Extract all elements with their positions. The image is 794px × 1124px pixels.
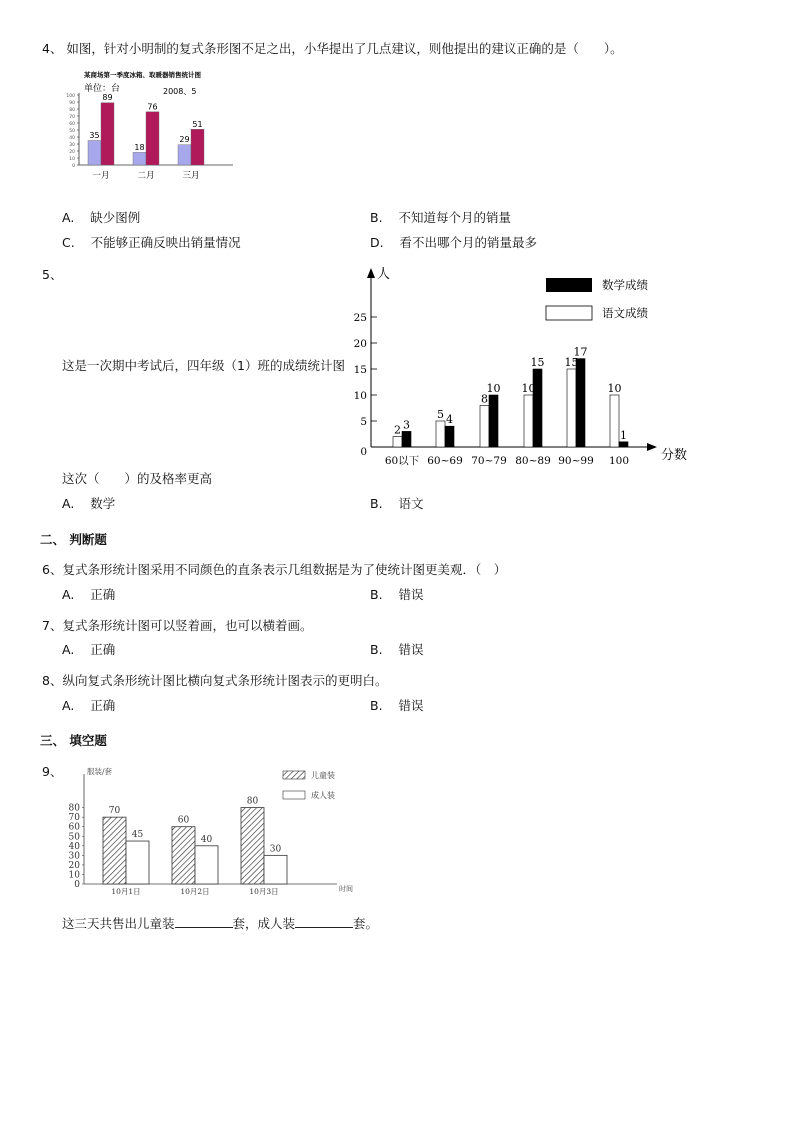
chart3-data-label: 30 [269,844,282,855]
chart2-data-label: 17 [573,345,588,359]
chart1-bar [133,152,146,165]
chart2-ytick-label: 10 [353,390,367,402]
section-2-title: 二、 判断题 [40,532,107,547]
chart1-ytick-label: 80 [69,107,75,113]
chart1-data-label: 35 [89,131,100,140]
chart3-ytick-label: 70 [68,813,80,824]
q5-option-b[interactable]: B. 语文 [370,496,424,511]
q6-option-b[interactable]: B. 错误 [370,587,424,602]
chart1-unit: 单位：台 [84,84,121,94]
chart1-data-label: 51 [192,119,203,129]
chart3-ytick-label: 20 [68,860,80,871]
chart1-data-label: 18 [134,142,145,152]
chart3-bar [195,846,218,884]
chart3-data-label: 60 [177,815,190,826]
section-3-title: 三、 填空题 [40,733,107,748]
chart3-ytick-label: 50 [68,832,80,843]
chart1-data-label: 89 [102,93,113,103]
chart1-ytick-label: 60 [69,121,75,127]
question-9-text: 这三天共售出儿童装 套，成人装 套。 [62,916,379,931]
chart2-y-arrow [367,268,375,278]
chart2-data-label: 5 [437,408,444,421]
chart2-data-label: 8 [481,392,488,406]
chart1-data-label: 29 [179,135,190,145]
chart-monthly-sales [58,66,238,186]
chart2-bar [567,369,576,447]
question-8-text: 8、纵向复式条形统计图比横向复式条形统计图表示的更明白。 [42,673,388,688]
chart2-ytick-label: 20 [353,338,367,350]
chart3-bar [126,841,149,884]
chart3-data-label: 40 [200,834,213,845]
chart2-bar [480,405,489,447]
chart2-data-label: 4 [446,413,453,427]
chart3-data-label: 70 [108,806,121,817]
chart2-x-arrow [647,443,657,451]
question-5-number: 5、 [42,267,63,282]
chart2-data-label: 15 [564,356,579,369]
chart2-bar [445,426,454,447]
chart2-legend-swatch-chinese [546,306,592,320]
chart1-category-label: 一月 [92,171,110,181]
chart1-ytick-label: 100 [66,93,75,99]
question-5-text: 这是一次期中考试后，四年级（1）班的成绩统计图 [62,358,345,373]
q8-option-a[interactable]: A. 正确 [62,698,116,713]
chart3-bar [172,827,195,884]
chart2-bar [619,442,628,447]
question-6-text: 6、复式条形统计图采用不同颜色的直条表示几组数据是为了使统计图更美观．（ ） [42,562,507,577]
chart3-legend-children: 儿童装 [311,771,335,780]
question-7-text: 7、复式条形统计图可以竖着画，也可以横着画。 [42,618,313,633]
chart3-ytick-label: 60 [68,822,80,833]
chart3-bar [264,855,287,884]
chart2-data-label: 10 [607,382,622,395]
question-4-text: 4、 如图，针对小明制的复式条形图不足之出，小华提出了几点建议，则他提出的建议正确的是（ ）。 [42,41,623,56]
chart1-ytick-label: 90 [69,100,75,106]
chart3-data-label: 45 [131,830,144,841]
chart3-legend-adult: 成人装 [311,791,335,800]
q4-option-b[interactable]: B. 不知道每个月的销量 [370,210,511,225]
q8-option-b[interactable]: B. 错误 [370,698,424,713]
chart3-ytick-label: 30 [68,851,80,862]
chart3-data-label: 80 [246,796,259,807]
chart1-date: 2008、5 [163,87,197,96]
answer-blank-adult[interactable] [295,915,353,928]
chart2-bar [524,395,533,447]
chart2-legend-swatch-math [546,278,592,292]
q5-option-a[interactable]: A. 数学 [62,496,116,511]
chart3-legend-swatch-adult [283,791,305,799]
chart1-ytick-label: 10 [69,156,75,162]
chart2-ytick-label: 0 [360,446,367,458]
chart1-category-label: 二月 [137,171,155,181]
chart-exam-scores [350,262,700,472]
q4-option-a[interactable]: A. 缺少图例 [62,210,141,225]
chart2-y-label: 人 [377,267,391,282]
question-5-after: 这次（ ）的及格率更高 [62,471,213,486]
q4-option-d[interactable]: D. 看不出哪个月的销量最多 [370,235,538,250]
chart2-bar [489,395,498,447]
chart1-bar [178,145,191,165]
chart2-category-label: 100 [608,455,630,467]
chart1-title: 某商场第一季度冰箱、取暖器销售统计图 [84,71,201,79]
chart3-ytick-label: 10 [68,870,80,881]
chart2-ytick-label: 5 [360,416,367,428]
q7-option-b[interactable]: B. 错误 [370,642,424,657]
chart1-bar [88,141,101,166]
chart1-bar [101,103,114,165]
chart3-y-label: 服装/套 [87,767,113,776]
chart3-bar [241,808,264,884]
chart2-category-label: 70~79 [471,455,507,467]
chart2-x-label: 分数 [661,448,688,463]
chart1-ytick-label: 0 [72,163,75,169]
chart2-category-label: 80~89 [515,455,551,467]
chart3-category-label: 10月2日 [180,887,210,896]
answer-blank-children[interactable] [175,915,233,928]
chart2-legend-chinese: 语文成绩 [602,306,648,320]
chart3-bar [103,817,126,884]
chart2-ytick-label: 25 [353,312,367,324]
chart2-ytick-label: 15 [353,364,367,376]
chart-clothing-sales [55,760,375,900]
chart2-bar [393,437,402,447]
chart2-bar [436,421,445,447]
chart3-ytick-label: 0 [74,880,80,890]
chart2-legend-math: 数学成绩 [602,278,648,292]
chart3-category-label: 10月1日 [111,887,141,896]
chart3-category-label: 10月3日 [249,887,279,896]
chart1-ytick-label: 70 [69,114,75,120]
chart1-bar [146,112,159,165]
q4-option-c[interactable]: C. 不能够正确反映出销量情况 [62,235,241,250]
chart2-bar [402,431,411,447]
question-9-number: 9、 [42,764,63,779]
chart2-data-label: 1 [620,428,627,442]
q7-option-a[interactable]: A. 正确 [62,642,116,657]
chart1-ytick-label: 20 [69,149,75,155]
chart3-x-label: 时间 [339,885,353,893]
chart3-ytick-label: 80 [68,803,80,814]
chart2-data-label: 3 [403,418,410,432]
chart2-data-label: 10 [521,382,536,395]
chart1-ytick-label: 30 [69,142,75,148]
chart1-ytick-label: 50 [69,128,75,134]
chart2-bar [533,369,542,447]
chart1-data-label: 76 [147,102,158,112]
chart1-bar [191,129,204,165]
chart2-bar [610,395,619,447]
chart3-legend-swatch-children [283,771,305,779]
chart3-ytick-label: 40 [68,841,80,852]
chart2-category-label: 60以下 [384,455,420,467]
chart2-data-label: 10 [486,382,501,395]
chart2-data-label: 2 [394,423,401,437]
chart2-data-label: 15 [530,356,545,369]
chart2-category-label: 60~69 [427,455,463,467]
chart1-category-label: 三月 [182,171,200,181]
chart2-bar [576,359,585,447]
q6-option-a[interactable]: A. 正确 [62,587,116,602]
chart1-ytick-label: 40 [69,135,75,141]
chart2-category-label: 90~99 [558,455,594,467]
